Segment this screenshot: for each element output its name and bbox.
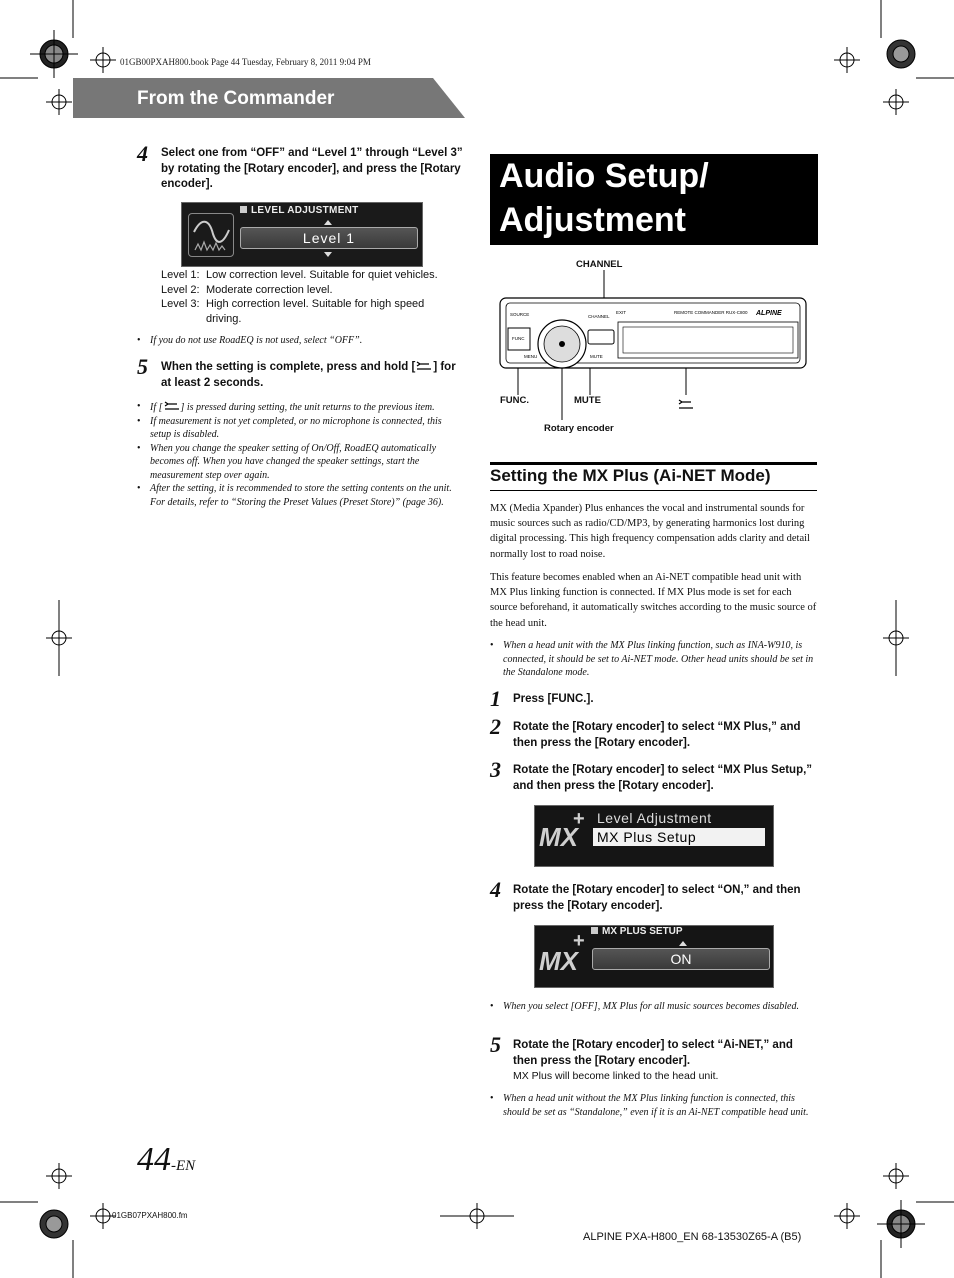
device-text: MUTE xyxy=(590,354,603,359)
label-func: FUNC. xyxy=(500,395,530,406)
note: • If measurement is not yet completed, or no microphone is connected, this setup is disabled. xyxy=(137,415,442,440)
page-number: 44-EN xyxy=(137,1141,196,1178)
roadeq-icon xyxy=(188,213,234,257)
divider xyxy=(490,462,817,465)
step-number: 3 xyxy=(490,757,501,782)
note: • After the setting, it is recommended to store the setting contents on the unit. For details, refer to “Storing the Preset Values (Preset Store)” (page 36). xyxy=(137,483,452,508)
up-arrow-icon xyxy=(324,220,332,225)
step-number: 4 xyxy=(490,877,501,902)
display-value: Level 1 xyxy=(240,227,418,249)
device-text: MENU xyxy=(524,354,538,359)
device-brand: ALPINE xyxy=(756,310,782,317)
return-icon xyxy=(677,398,695,410)
device-text: REMOTE COMMANDER RUX-C800 xyxy=(674,310,748,315)
display-line: Level Adjustment xyxy=(597,810,712,826)
chapter-title-block xyxy=(490,154,818,245)
subsection-title: Setting the MX Plus (Ai-NET Mode) xyxy=(490,466,771,485)
device-text: SOURCE xyxy=(510,312,530,317)
mx-plus-on-display xyxy=(534,925,774,988)
step-text: Rotate the [Rotary encoder] to select “ON,” and then press the [Rotary encoder]. xyxy=(513,884,801,912)
chapter-title: Audio Setup/ Adjustment xyxy=(499,157,709,239)
up-arrow-icon xyxy=(679,941,687,946)
step-number: 2 xyxy=(490,714,501,739)
return-icon xyxy=(415,360,433,371)
plus-icon: + xyxy=(573,930,585,952)
document-id: ALPINE PXA-H800_EN 68-13530Z65-A (B5) xyxy=(583,1231,802,1243)
mx-plus-setup-display xyxy=(534,805,774,867)
paragraph: This feature becomes enabled when an Ai-NET compatible head unit with MX Plus linking function is connected. If MX Plus mode is set for each source beforehand, it automatically switches according to the music source of the head unit. xyxy=(490,572,817,629)
display-header: LEVEL ADJUSTMENT xyxy=(240,205,359,216)
return-icon xyxy=(163,400,181,411)
display-header: MX PLUS SETUP xyxy=(591,926,683,937)
step-number: 1 xyxy=(490,686,501,711)
label-rotary-encoder: Rotary encoder xyxy=(544,423,614,434)
plus-icon: + xyxy=(573,808,585,830)
list-item: Level 2: Moderate correction level. xyxy=(161,283,333,296)
step-number: 4 xyxy=(137,141,148,166)
step-text: Press [FUNC.]. xyxy=(513,693,594,705)
step-text: When the setting is complete, press and hold [ ] for at least 2 seconds. xyxy=(161,361,456,389)
step-text: Rotate the [Rotary encoder] to select “MX Plus Setup,” and then press the [Rotary encoder]. xyxy=(513,764,813,792)
notes-list xyxy=(137,400,463,509)
display-value: ON xyxy=(592,948,770,970)
step-text: Rotate the [Rotary encoder] to select “MX Plus,” and then press the [Rotary encoder]. xyxy=(513,721,801,749)
note: • If [ ] is pressed during setting, the unit returns to the previous item. xyxy=(137,401,435,413)
remote-commander-diagram xyxy=(498,270,810,420)
step-text: Rotate the [Rotary encoder] to select “Ai-NET,” and then press the [Rotary encoder]. xyxy=(513,1039,793,1067)
display-selected-line: MX Plus Setup xyxy=(593,828,765,846)
down-arrow-icon xyxy=(324,252,332,257)
device-text: CHANNEL xyxy=(588,314,610,319)
list-item: Level 3: High correction level. Suitable for high speed driving. xyxy=(161,298,425,325)
note: • When a head unit with the MX Plus linking function, such as INA-W910, is connected, it should be set to Ai-NET mode. Other head units should be set in the Standalone mode. xyxy=(490,640,814,678)
mx-logo: MX xyxy=(539,946,578,976)
level-adjustment-display xyxy=(181,202,423,267)
note: • When you change the speaker setting of On/Off, RoadEQ automatically becomes off. When you have changed the speaker settings, start the measurement step over again. xyxy=(137,442,437,481)
device-text: EXIT xyxy=(616,310,627,315)
note: • When a head unit without the MX Plus linking function is connected, this should be set as “Standalone,” even if it is an Ai-NET compatible head unit. xyxy=(490,1093,809,1118)
note: • When you select [OFF], MX Plus for all music sources becomes disabled. xyxy=(490,1001,799,1012)
section-title: From the Commander xyxy=(137,88,335,109)
book-info-line: 01GB00PXAH800.book Page 44 Tuesday, February 8, 2011 9:04 PM xyxy=(120,57,371,67)
level-list xyxy=(161,268,461,326)
list-item: Level 1: Low correction level. Suitable for quiet vehicles. xyxy=(161,269,438,281)
mx-logo: MX xyxy=(539,822,578,852)
step-text: Select one from “OFF” and “Level 1” through “Level 3” by rotating the [Rotary encoder], and press the [Rotary encoder]. xyxy=(161,147,463,190)
device-text: FUNC xyxy=(512,336,525,341)
note: • If you do not use RoadEQ is not used, select “OFF”. xyxy=(137,335,363,346)
file-name: 01GB07PXAH800.fm xyxy=(112,1211,188,1220)
paragraph: MX (Media Xpander) Plus enhances the vocal and instrumental sounds for music sources such as radio/CD/MP3, by generating harmonics lost during digital processing. This high frequency compensation adds clarity and detail normally lost to road noise. xyxy=(490,503,810,560)
label-mute: MUTE xyxy=(574,395,601,406)
step-number: 5 xyxy=(490,1032,501,1057)
label-channel: CHANNEL xyxy=(576,259,623,270)
step-number: 5 xyxy=(137,354,148,379)
step-result: MX Plus will become linked to the head unit. xyxy=(513,1070,719,1082)
divider xyxy=(490,490,817,491)
